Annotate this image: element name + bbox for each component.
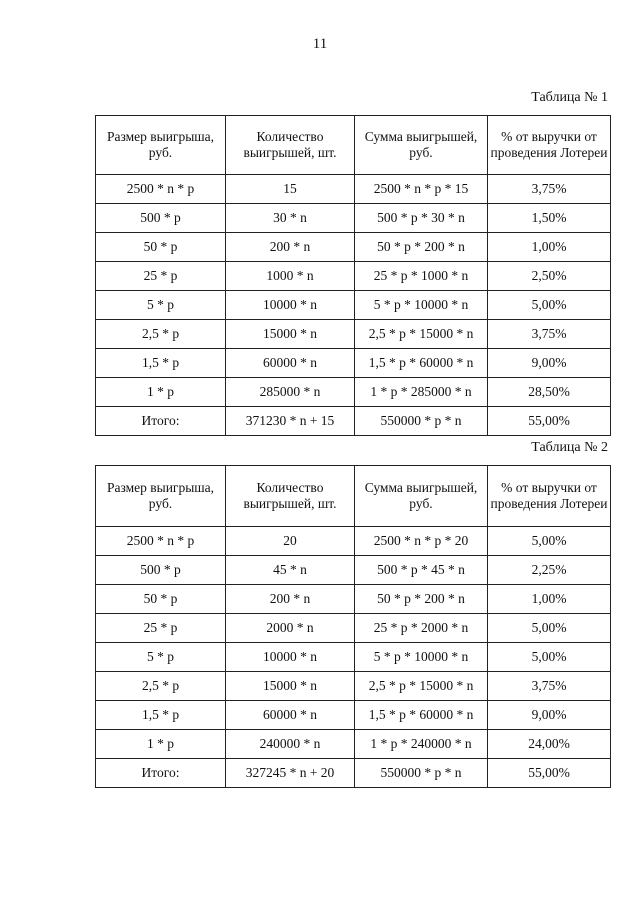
header-prize-count: Количество выигрышей, шт. (226, 116, 355, 175)
table-row (96, 643, 611, 672)
table-body (96, 116, 611, 436)
cell-revenue-percent: 55,00% (488, 407, 611, 436)
cell-prize-sum: 2500 * n * p * 20 (355, 527, 488, 556)
table-row (96, 585, 611, 614)
cell-prize-count: 200 * n (226, 585, 355, 614)
table-2-caption: Таблица № 2 (531, 440, 608, 455)
cell-prize-count: 15000 * n (226, 320, 355, 349)
cell-prize-count: 200 * n (226, 233, 355, 262)
table-total-row (96, 407, 611, 436)
cell-prize-size: 2,5 * p (96, 320, 226, 349)
cell-revenue-percent: 3,75% (488, 320, 611, 349)
cell-prize-size: 2500 * n * p (96, 175, 226, 204)
table-row (96, 175, 611, 204)
cell-prize-sum: 50 * p * 200 * n (355, 585, 488, 614)
header-prize-sum: Сумма выигрышей, руб. (355, 466, 488, 527)
cell-prize-size: 50 * p (96, 233, 226, 262)
cell-prize-count: 15 (226, 175, 355, 204)
cell-prize-sum: 2,5 * p * 15000 * n (355, 320, 488, 349)
cell-revenue-percent: 24,00% (488, 730, 611, 759)
cell-prize-size: 5 * p (96, 643, 226, 672)
cell-prize-count: 30 * n (226, 204, 355, 233)
cell-prize-size: 5 * p (96, 291, 226, 320)
table-row (96, 672, 611, 701)
cell-prize-count: 15000 * n (226, 672, 355, 701)
cell-prize-count: 20 (226, 527, 355, 556)
cell-revenue-percent: 28,50% (488, 378, 611, 407)
cell-revenue-percent: 5,00% (488, 291, 611, 320)
table-row (96, 262, 611, 291)
cell-prize-size: Итого: (96, 407, 226, 436)
prize-table-1 (95, 115, 611, 436)
table-header-row (96, 466, 611, 527)
table-row (96, 701, 611, 730)
cell-prize-count: 60000 * n (226, 701, 355, 730)
header-revenue-percent: % от выручки от проведения Лотереи (488, 116, 611, 175)
cell-prize-sum: 5 * p * 10000 * n (355, 643, 488, 672)
cell-prize-count: 45 * n (226, 556, 355, 585)
cell-prize-size: Итого: (96, 759, 226, 788)
header-prize-size: Размер выигрыша, руб. (96, 116, 226, 175)
table-row (96, 730, 611, 759)
cell-prize-count: 371230 * n + 15 (226, 407, 355, 436)
cell-prize-sum: 2500 * n * p * 15 (355, 175, 488, 204)
table-row (96, 378, 611, 407)
cell-prize-size: 1,5 * p (96, 349, 226, 378)
cell-prize-sum: 5 * p * 10000 * n (355, 291, 488, 320)
cell-revenue-percent: 55,00% (488, 759, 611, 788)
header-prize-size: Размер выигрыша, руб. (96, 466, 226, 527)
cell-prize-sum: 550000 * p * n (355, 407, 488, 436)
cell-prize-count: 2000 * n (226, 614, 355, 643)
cell-prize-sum: 500 * p * 45 * n (355, 556, 488, 585)
cell-revenue-percent: 3,75% (488, 175, 611, 204)
cell-prize-count: 1000 * n (226, 262, 355, 291)
table-row (96, 349, 611, 378)
cell-prize-size: 500 * p (96, 556, 226, 585)
cell-prize-size: 25 * p (96, 262, 226, 291)
cell-prize-size: 1,5 * p (96, 701, 226, 730)
cell-prize-sum: 1,5 * p * 60000 * n (355, 349, 488, 378)
cell-prize-count: 10000 * n (226, 291, 355, 320)
cell-prize-size: 25 * p (96, 614, 226, 643)
cell-prize-sum: 25 * p * 1000 * n (355, 262, 488, 291)
cell-revenue-percent: 1,00% (488, 233, 611, 262)
cell-prize-count: 327245 * n + 20 (226, 759, 355, 788)
table-row (96, 527, 611, 556)
cell-revenue-percent: 3,75% (488, 672, 611, 701)
cell-prize-sum: 1,5 * p * 60000 * n (355, 701, 488, 730)
table-body (96, 466, 611, 788)
cell-revenue-percent: 9,00% (488, 701, 611, 730)
cell-prize-count: 60000 * n (226, 349, 355, 378)
table-header-row (96, 116, 611, 175)
cell-prize-sum: 1 * p * 240000 * n (355, 730, 488, 759)
cell-prize-size: 1 * p (96, 730, 226, 759)
cell-revenue-percent: 5,00% (488, 614, 611, 643)
cell-prize-size: 50 * p (96, 585, 226, 614)
cell-prize-count: 10000 * n (226, 643, 355, 672)
cell-revenue-percent: 5,00% (488, 527, 611, 556)
cell-prize-count: 285000 * n (226, 378, 355, 407)
cell-revenue-percent: 1,50% (488, 204, 611, 233)
cell-prize-sum: 550000 * p * n (355, 759, 488, 788)
cell-revenue-percent: 9,00% (488, 349, 611, 378)
table-row (96, 204, 611, 233)
table-1-caption: Таблица № 1 (531, 90, 608, 105)
cell-prize-sum: 2,5 * p * 15000 * n (355, 672, 488, 701)
table-total-row (96, 759, 611, 788)
header-revenue-percent: % от выручки от проведения Лотереи (488, 466, 611, 527)
table-row (96, 614, 611, 643)
cell-prize-count: 240000 * n (226, 730, 355, 759)
cell-prize-size: 2500 * n * p (96, 527, 226, 556)
table-row (96, 291, 611, 320)
cell-revenue-percent: 2,25% (488, 556, 611, 585)
cell-prize-sum: 1 * p * 285000 * n (355, 378, 488, 407)
table-row (96, 556, 611, 585)
table-row (96, 320, 611, 349)
page-number: 11 (312, 36, 328, 52)
table-row (96, 233, 611, 262)
cell-prize-sum: 25 * p * 2000 * n (355, 614, 488, 643)
header-prize-sum: Сумма выигрышей, руб. (355, 116, 488, 175)
cell-revenue-percent: 5,00% (488, 643, 611, 672)
cell-revenue-percent: 2,50% (488, 262, 611, 291)
prize-table-2 (95, 465, 611, 788)
cell-prize-sum: 500 * p * 30 * n (355, 204, 488, 233)
cell-prize-sum: 50 * p * 200 * n (355, 233, 488, 262)
cell-prize-size: 500 * p (96, 204, 226, 233)
cell-revenue-percent: 1,00% (488, 585, 611, 614)
cell-prize-size: 2,5 * p (96, 672, 226, 701)
cell-prize-size: 1 * p (96, 378, 226, 407)
header-prize-count: Количество выигрышей, шт. (226, 466, 355, 527)
